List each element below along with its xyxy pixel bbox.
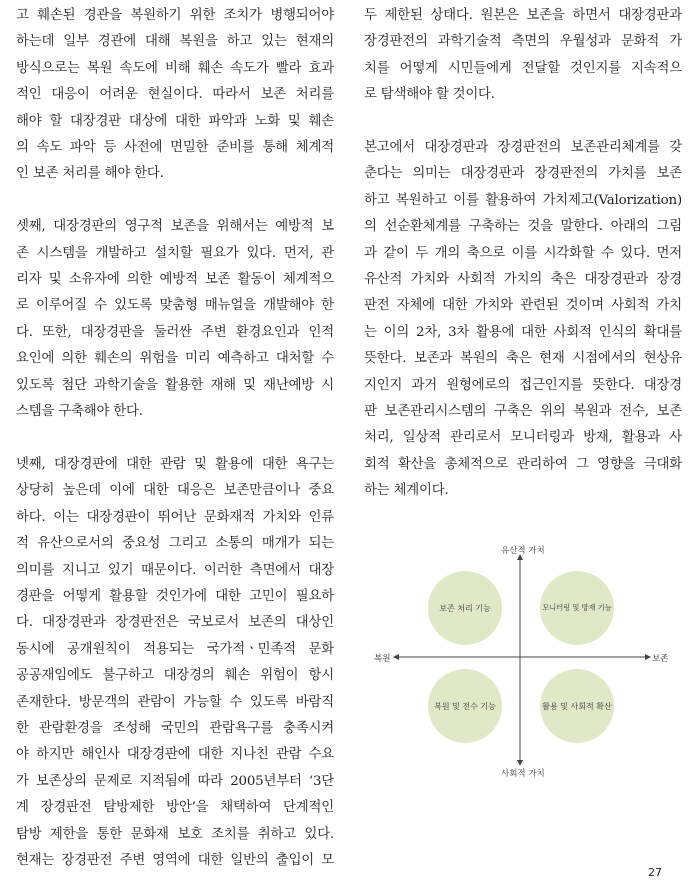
text-line: 하고 복원하고 이를 활용하여 가치제고(Valorization)	[364, 192, 682, 208]
text-line: 한 관람환경을 조성해 국민의 관람욕구를 충족시켜	[16, 720, 334, 736]
text-line: 하는데 일부 경관에 대해 복원을 하고 있는 현재의	[16, 34, 334, 50]
quadrant-label: 복원 및 전수 기능	[434, 701, 496, 711]
axis-label-right: 보존	[652, 654, 669, 664]
text-line: 존재한다. 방문객의 관람이 가능할 수 있도록 바람직	[16, 694, 334, 710]
text-line: 두 제한된 상태다. 원본은 보존을 하면서 대장경판과	[364, 8, 682, 23]
quadrant-circle-top-right	[540, 571, 614, 645]
text-line: 경판을 어떻게 활용할 것인가에 대한 고민이 필요하	[16, 588, 334, 604]
quadrant-circle-bottom-left	[428, 669, 502, 743]
text-line: 방식으로는 복원 속도에 비해 훼손 속도가 빨라 효과	[16, 60, 334, 76]
text-line: 가 보존상의 문제로 지적됨에 따라 2005년부터 ‘3단	[16, 773, 334, 789]
axes-graphic	[364, 535, 684, 785]
text-line: 인 보존 처리를 해야 한다.	[16, 166, 164, 182]
text-line: 계 장경판전 탐방제한 방안’을 채택하여 단계적인	[16, 800, 334, 816]
page-number: 27	[648, 866, 662, 879]
axis-label-top: 유산적 가치	[501, 546, 545, 556]
right-column	[364, 3, 682, 505]
text-line: 공공재임에도 불구하고 대장경의 훼손 위험이 항시	[16, 668, 334, 684]
text-line: 회적 확산을 총체적으로 관리하여 그 영향을 극대화	[364, 456, 682, 472]
text-line: 동시에 공개원칙이 적용되는 국가적ㆍ민족적 문화	[16, 641, 334, 657]
text-line: 하다. 이는 대장경판이 뛰어난 문화재적 가치와 인류	[16, 509, 334, 525]
text-line: 의미를 지니고 있기 때문이다. 이러한 측면에서 대장	[16, 562, 334, 578]
quadrant-circle-bottom-right	[540, 669, 614, 743]
text-line: 요인에 의한 훼손의 위험을 미리 예측하고 대처할 수	[16, 351, 334, 367]
text-line: 장경판전의 과학기술적 측면의 우월성과 문화적 가	[364, 34, 682, 50]
axis-label-left: 복원	[374, 654, 391, 664]
paragraph	[364, 135, 682, 505]
text-line: 다. 대장경판과 장경판전은 국보로서 보존의 대상인	[16, 615, 334, 631]
axis-label-bottom: 사회적 가치	[501, 769, 545, 779]
text-line: 탐방 제한을 통한 문화재 보호 조치를 취하고 있다.	[16, 826, 334, 842]
text-line: 리자 및 소유자에 의한 예방적 보존 활동이 체계적으	[16, 272, 334, 288]
text-line: 하는 체계이다.	[364, 483, 449, 499]
text-line: 야 하지만 해인사 대장경판에 대한 지나친 관람 수요	[16, 747, 334, 763]
text-line: 로 탐색해야 할 것이다.	[364, 87, 495, 103]
text-line: 적인 대응이 어려운 현실이다. 따라서 보존 처리를	[16, 87, 334, 103]
paragraph	[16, 452, 334, 875]
text-line: 셋째, 대장경판의 영구적 보존을 위해서는 예방적 보	[16, 219, 334, 235]
text-line: 존 시스템을 개발하고 설치할 필요가 있다. 먼저, 관	[16, 245, 334, 261]
text-line: 춘다는 의미는 대장경판과 장경판전의 가치를 보존	[364, 166, 682, 182]
text-line: 치를 어떻게 시민들에게 전달할 것인지를 지속적으	[364, 60, 682, 76]
text-line: 판 보존관리시스템의 구축은 위의 복원과 전수, 보존	[364, 404, 682, 420]
paragraph	[16, 214, 334, 425]
left-column	[16, 3, 334, 874]
text-line: 있도록 첨단 과학기술을 활용한 재해 및 재난예방 시	[16, 377, 334, 393]
value-axes-diagram	[364, 535, 684, 785]
text-line: 로 이루어질 수 있도록 맞춤형 매뉴얼을 개발해야 한	[16, 298, 334, 314]
quadrant-label: 활용 및 사회적 확산	[542, 701, 612, 711]
text-line: 현재는 장경판전 주변 영역에 대한 일반의 출입이 모	[16, 852, 334, 868]
text-line: 적 유산으로서의 중요성 그리고 소통의 매개가 되는	[16, 536, 334, 552]
text-line: 판전 자체에 대한 가치와 관련된 것이며 사회적 가치	[364, 298, 682, 314]
text-line: 유산적 가치와 사회적 가치의 축은 대장경판과 장경	[364, 272, 682, 288]
quadrant-label: 모니터링 및 방재 기능	[542, 603, 612, 612]
text-line: 지인지 과거 원형에로의 접근인지를 뜻한다. 대장경	[364, 377, 682, 393]
text-line: 다. 또한, 대장경판을 둘러싼 주변 환경요인과 인적	[16, 324, 334, 340]
text-line: 본고에서 대장경판과 장경판전의 보존관리체계를 갖	[364, 140, 682, 156]
quadrant-label: 보존 처리 기능	[439, 603, 491, 613]
text-line: 스템을 구축해야 한다.	[16, 404, 143, 420]
text-line: 과 같이 두 개의 축으로 이를 시각화할 수 있다. 먼저	[364, 245, 682, 261]
paragraph	[364, 3, 682, 109]
text-line: 상당히 높은데 이에 대한 대응은 보존만큼이나 중요	[16, 483, 334, 499]
text-line: 의 선순환체계를 구축하는 것을 말한다. 아래의 그림	[364, 219, 682, 235]
text-line: 의 속도 파악 등 사전에 면밀한 준비를 통해 체계적	[16, 140, 334, 156]
text-line: 넷째, 대장경판에 대한 관람 및 활용에 대한 욕구는	[16, 456, 334, 472]
text-line: 뜻한다. 보존과 복원의 축은 현재 시점에서의 현상유	[364, 351, 682, 367]
text-line: 해야 할 대장경판 대상에 대한 파악과 노화 및 훼손	[16, 113, 334, 129]
quadrant-circle-top-left	[428, 571, 502, 645]
text-line: 처리, 일상적 관리로서 모니터링과 방재, 활용과 사	[364, 430, 682, 446]
text-line: 고 훼손된 경관을 복원하기 위한 조치가 병행되어야	[16, 8, 334, 23]
text-line: 는 이의 2차, 3차 활용에 대한 사회적 인식의 확대를	[364, 324, 682, 340]
paragraph	[16, 3, 334, 188]
